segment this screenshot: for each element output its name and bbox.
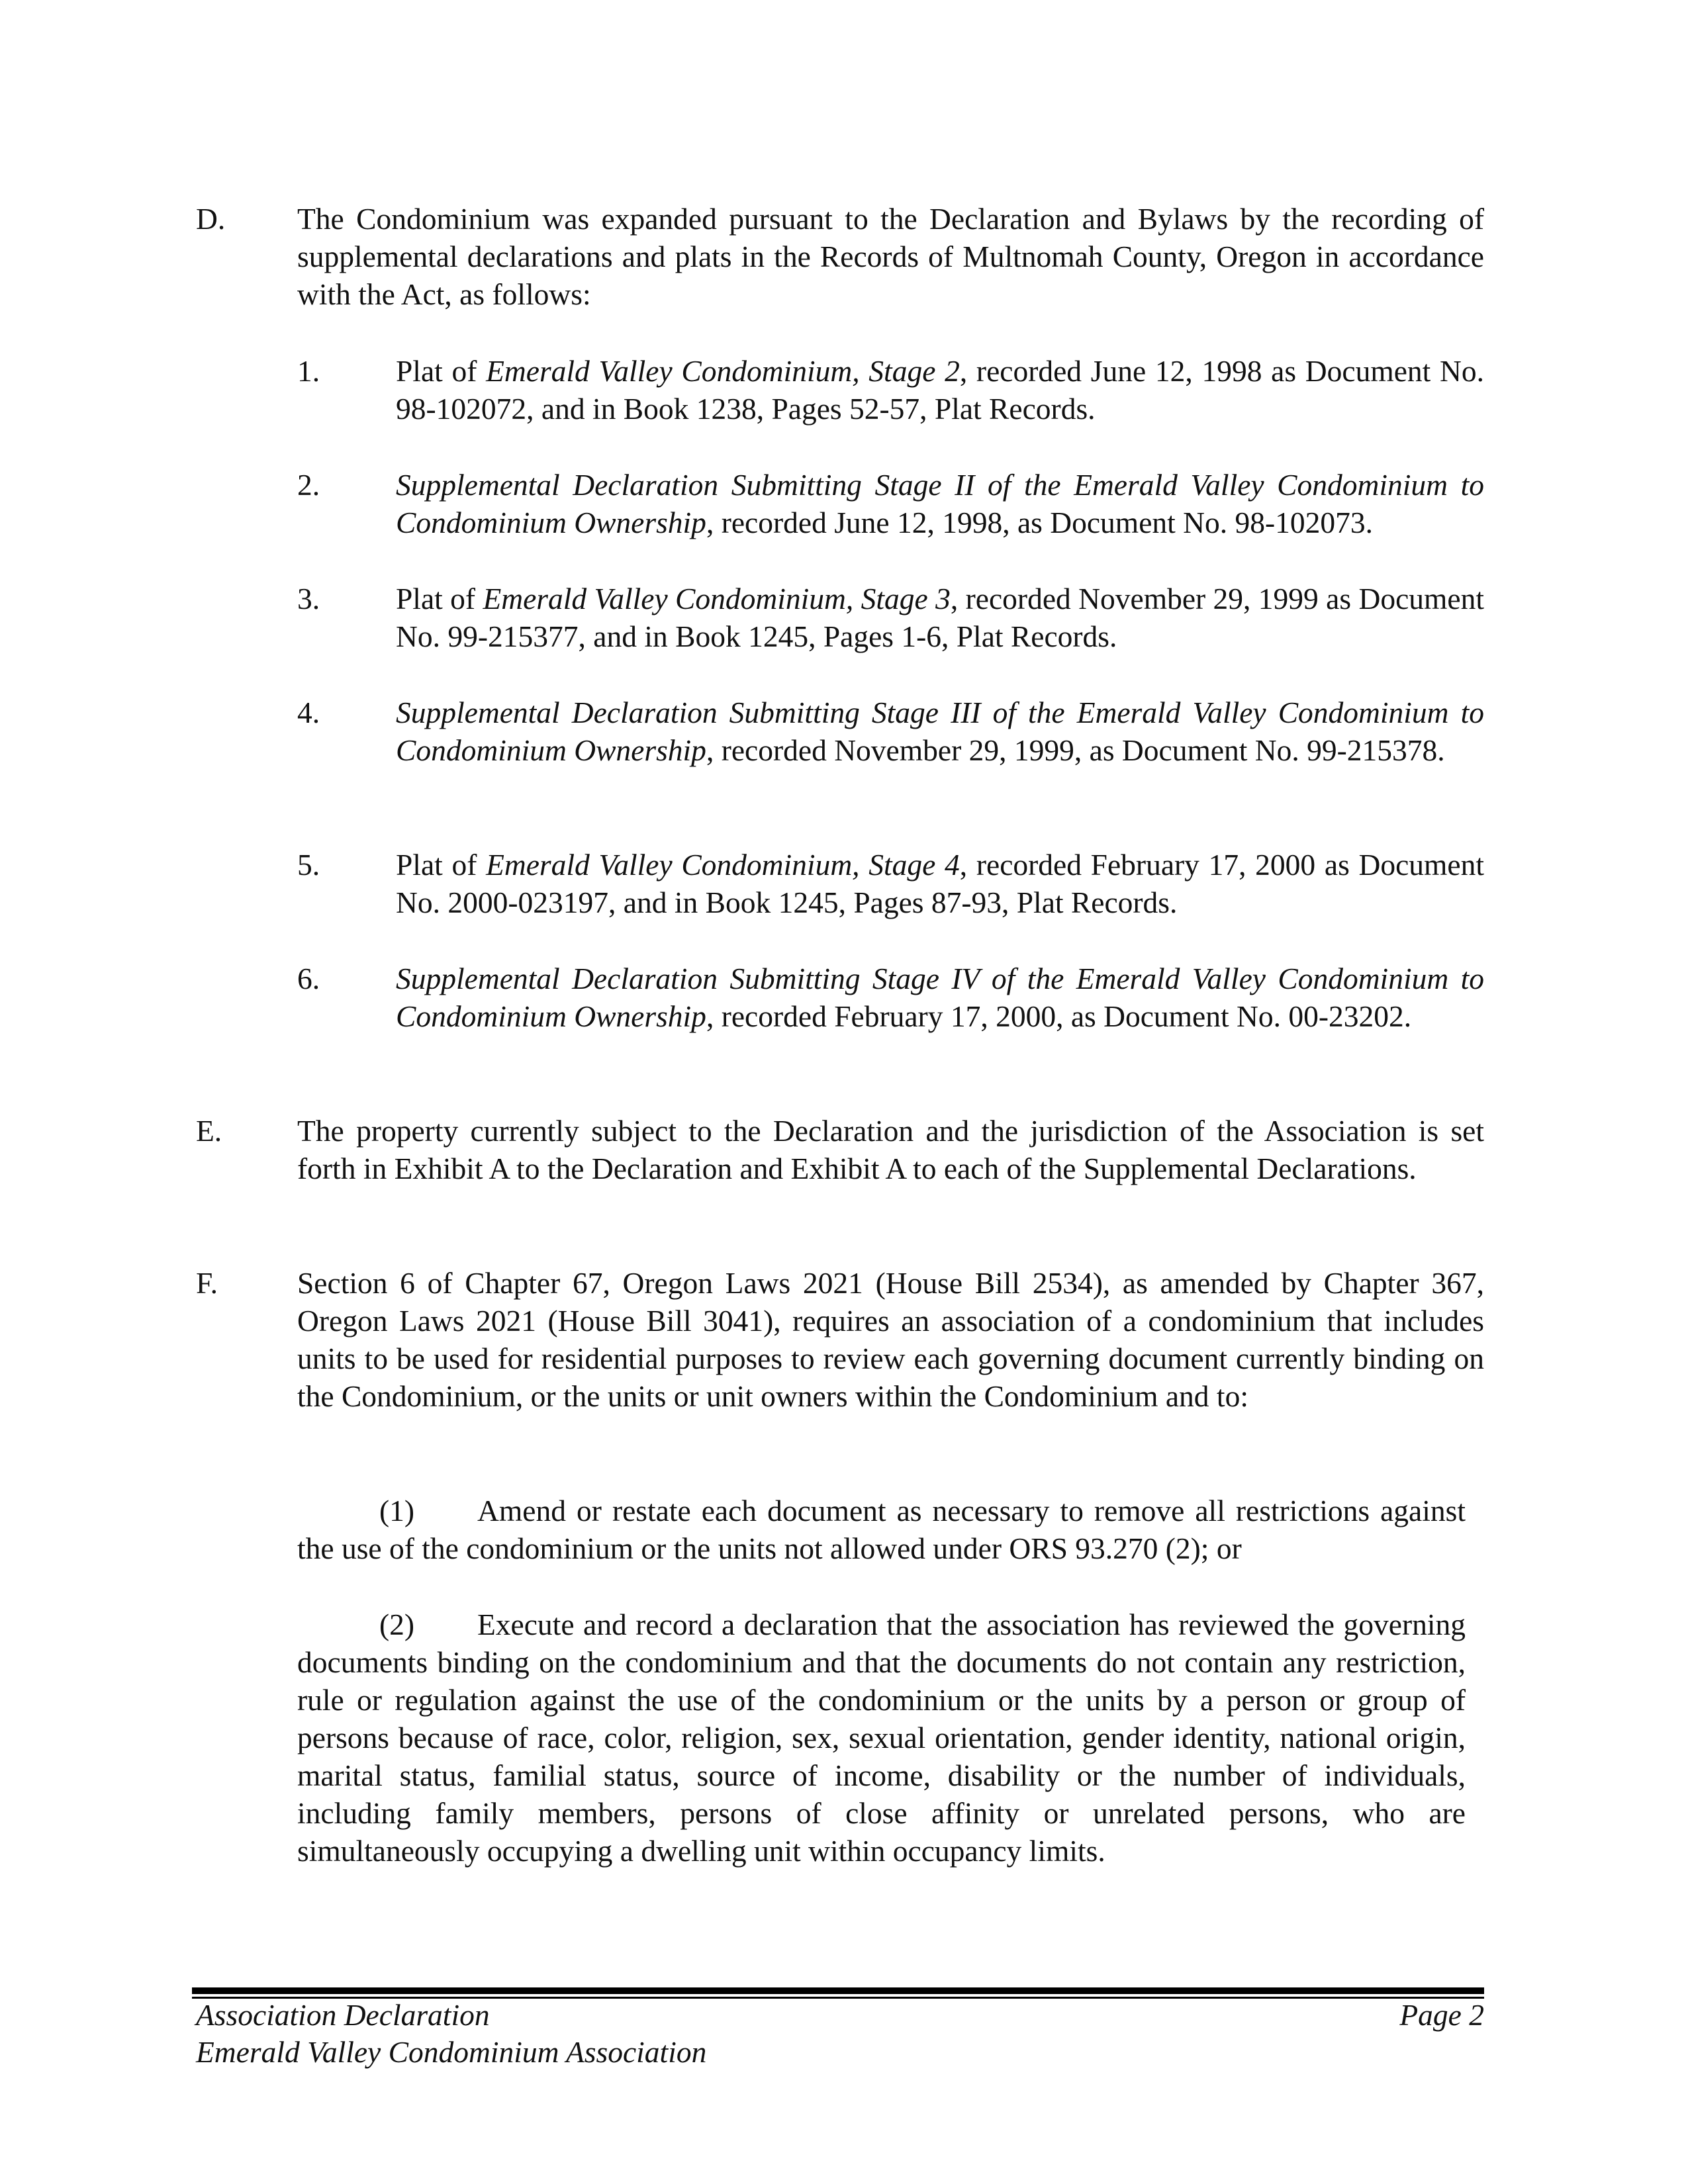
list-item-number: 3. xyxy=(297,582,320,615)
list-item xyxy=(396,466,1484,541)
footer-doc-title: Association Declaration xyxy=(196,1998,490,2032)
option-number: (2) xyxy=(379,1608,415,1641)
list-item-rest: , recorded February 17, 2000, as Document No. 00-23202. xyxy=(706,999,1412,1033)
list-item-title: Emerald Valley Condominium, Stage 4 xyxy=(486,848,960,882)
footer-association-name: Emerald Valley Condominium Association xyxy=(196,2035,707,2069)
list-item-number: 5. xyxy=(297,848,320,882)
option-item xyxy=(297,1492,1466,1567)
list-item-title: Supplemental Declaration Submitting Stage II of the Emerald Valley Condominium to Condominium Ownership xyxy=(396,468,1484,539)
list-item xyxy=(396,580,1484,655)
list-item-lead: Plat of xyxy=(396,354,487,388)
recital-f-text: Section 6 of Chapter 67, Oregon Laws 2021 (House Bill 2534), as amended by Chapter 367, Oregon Laws 2021 (House Bill 3041), requires an association of a condominium that includes units to be used for residential purposes to review each governing document currently binding on the Condominium, or the units or unit owners within the Condominium and to: xyxy=(297,1266,1484,1413)
list-item-number: 6. xyxy=(297,962,320,995)
list-item xyxy=(396,846,1484,921)
footer-page-number: Page 2 xyxy=(1399,1998,1484,2032)
list-item xyxy=(396,352,1484,428)
list-item-rest: , recorded June 12, 1998 as Document No. 98-102072, and in Book 1238, Pages 52-57, Plat Records. xyxy=(396,354,1484,426)
list-item xyxy=(396,960,1484,1035)
recital-f-marker: F. xyxy=(196,1266,218,1300)
recital-e-marker: E. xyxy=(196,1114,222,1148)
list-item-rest: , recorded February 17, 2000 as Document No. 2000-023197, and in Book 1245, Pages 87-93, Plat Records. xyxy=(396,848,1485,919)
list-item-title: Emerald Valley Condominium, Stage 2 xyxy=(486,354,960,388)
option-text: Amend or restate each document as necessary to remove all restrictions against the use of the condominium or the units not allowed under ORS 93.270 (2); or xyxy=(297,1494,1466,1565)
list-item-rest: , recorded June 12, 1998, as Document No. 98-102073. xyxy=(706,506,1374,539)
list-item-lead: Plat of xyxy=(396,848,487,882)
list-item-title: Supplemental Declaration Submitting Stage IV of the Emerald Valley Condominium to Condominium Ownership xyxy=(396,962,1484,1033)
list-item-number: 4. xyxy=(297,696,320,729)
recital-d-marker: D. xyxy=(196,202,226,236)
list-item-title: Emerald Valley Condominium, Stage 3 xyxy=(483,582,951,615)
recital-e-text: The property currently subject to the Declaration and the jurisdiction of the Association is set forth in Exhibit A to the Declaration and Exhibit A to each of the Supplemental Declarations. xyxy=(297,1114,1484,1185)
list-item-rest: , recorded November 29, 1999 as Document No. 99-215377, and in Book 1245, Pages 1-6, Plat Records. xyxy=(396,582,1484,653)
list-item-title: Supplemental Declaration Submitting Stage III of the Emerald Valley Condominium to Condominium Ownership xyxy=(396,696,1484,767)
list-item-number: 2. xyxy=(297,468,320,502)
list-item xyxy=(396,694,1484,769)
option-number: (1) xyxy=(379,1494,415,1527)
option-item xyxy=(297,1606,1466,1870)
list-item-lead: Plat of xyxy=(396,582,483,615)
list-item-number: 1. xyxy=(297,354,320,388)
list-item-rest: , recorded November 29, 1999, as Document No. 99-215378. xyxy=(706,733,1445,767)
footer-rule-thick xyxy=(192,1987,1484,1994)
option-text: Execute and record a declaration that the association has reviewed the governing documents binding on the condominium and that the documents do not contain any restriction, rule or regulation against the use of the condominium or the units by a person or group of persons because of race, color, religion, sex, sexual orientation, gender identity, national origin, marital status, familial status, source of income, disability or the number of individuals, including family members, persons of close affinity or unrelated persons, who are simultaneously occupying a dwelling unit within occupancy limits. xyxy=(297,1608,1466,1868)
recital-d-text: The Condominium was expanded pursuant to the Declaration and Bylaws by the recording of supplemental declarations and plats in the Records of Multnomah County, Oregon in accordance with the Act, as follows: xyxy=(297,202,1484,311)
